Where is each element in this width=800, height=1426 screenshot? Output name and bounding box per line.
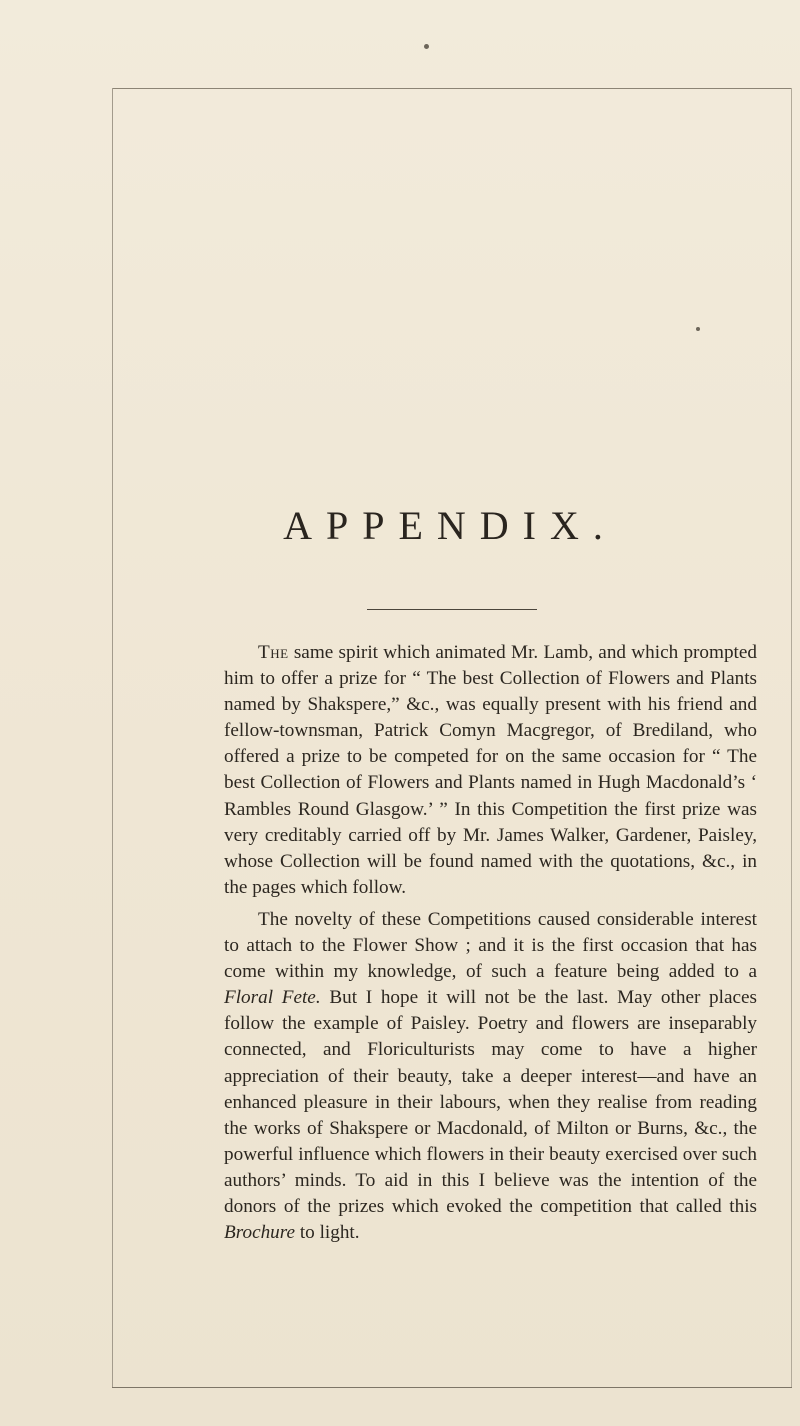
paragraph-lead-word: The	[258, 642, 289, 663]
paragraph-1-text: same spirit which animated Mr. Lamb, and which prompted him to offer a prize for “ The best Collection of Flowers and Plants named by Shakspere,” &c., was equally present with his friend and fellow-townsman, Patrick Comyn Macgregor, of Brediland, who offered a prize to be competed for on the same occasion for “ The best Collection of Flowers and Plants named in Hugh Macdonald’s ‘ Rambles Round Glasgow.’ ” In this Competition the first prize was very creditably carried off by Mr. James Walker, Gardener, Paisley, whose Collection will be found named with the quotations, &c., in the pages which follow.	[224, 642, 757, 898]
paragraph-2-text-part1: The novelty of these Competitions caused considerable interest to attach to the Flower Show ; and it is the first occasion that has come within my knowledge, of such a feature being added to a	[224, 908, 757, 983]
paragraph-1	[224, 640, 757, 901]
ink-speck	[696, 327, 700, 331]
emphasis-floral-fete: Floral Fete.	[224, 987, 321, 1009]
paragraph-2-text-part2: But I hope it will not be the last. May other places follow the example of Paisley. Poetry and flowers are inseparably connected, and Floriculturists may come to have a higher appreciation of their beauty, take a deeper interest—and have an enhanced pleasure in their labours, when they realise from reading the works of Shakspere or Macdonald, of Milton or Burns, &c., the powerful influence which flowers in their beauty exercised over such authors’ minds. To aid in this I believe was the intention of the donors of the prizes which evoked the competition that called this	[224, 987, 758, 1217]
page-border-right	[791, 88, 792, 1388]
heading-divider	[367, 609, 537, 610]
paragraph-2-text-part3: to light.	[295, 1222, 360, 1244]
ink-speck	[424, 44, 429, 49]
page-border-left	[112, 88, 113, 1388]
page-border-top	[112, 88, 792, 89]
appendix-body	[224, 640, 757, 1246]
page-border-bottom	[112, 1387, 792, 1388]
paragraph-2	[224, 907, 757, 1246]
emphasis-brochure: Brochure	[224, 1222, 296, 1244]
appendix-heading: APPENDIX.	[283, 503, 617, 548]
